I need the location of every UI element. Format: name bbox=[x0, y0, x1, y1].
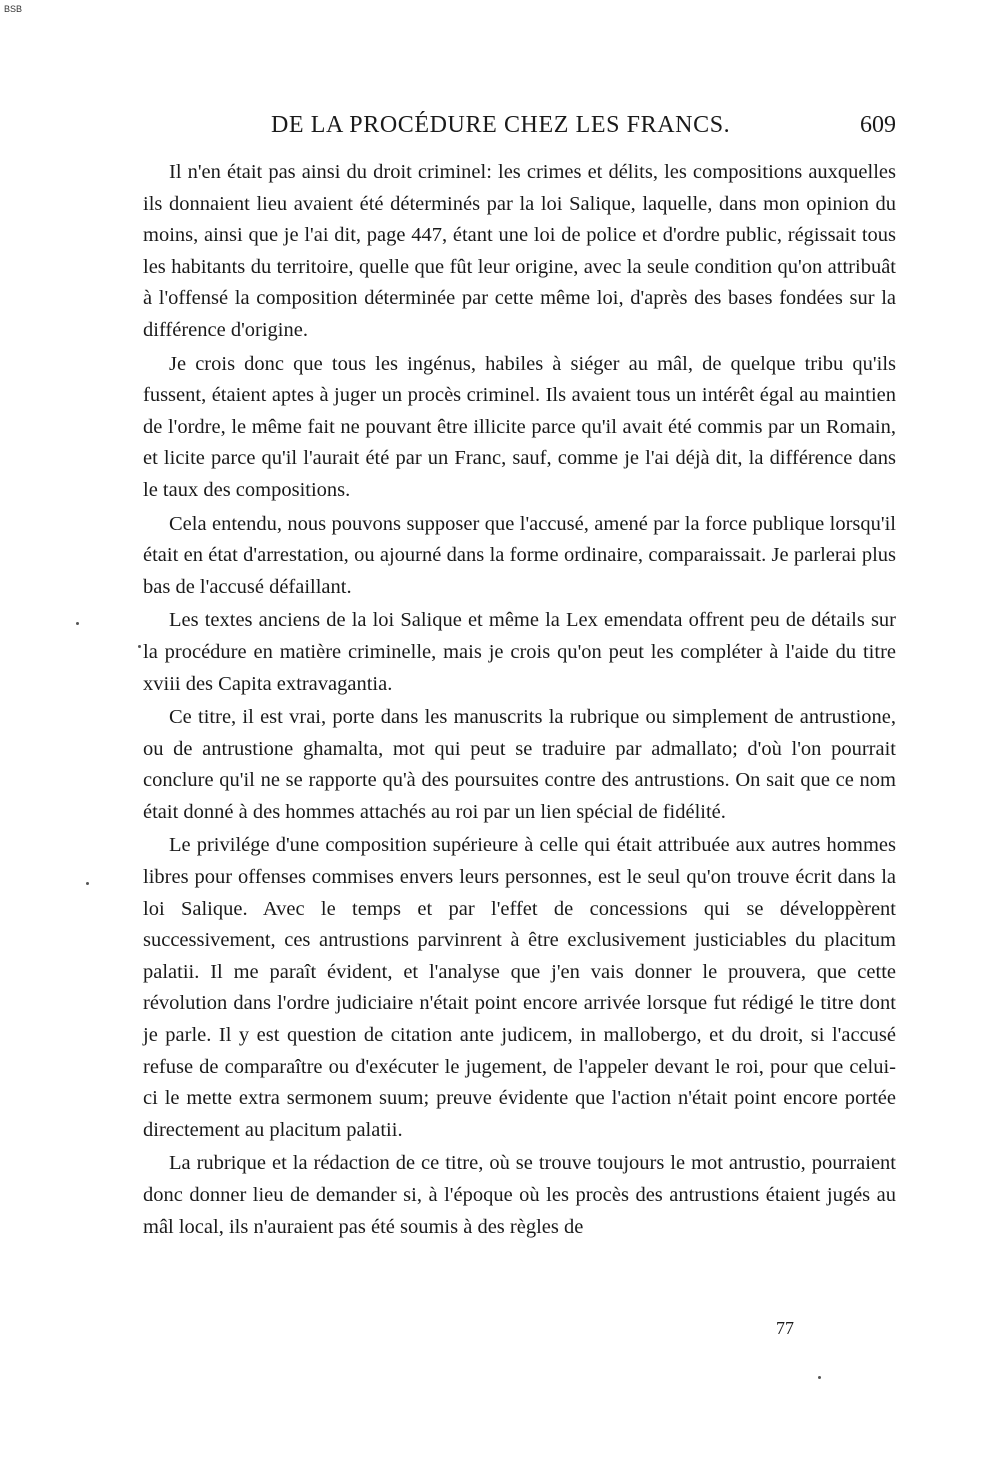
scan-speck bbox=[86, 882, 89, 885]
scan-speck bbox=[138, 645, 141, 648]
signature-mark: 77 bbox=[776, 1318, 794, 1338]
scan-speck bbox=[818, 1376, 821, 1379]
scan-speck bbox=[76, 622, 79, 625]
page-number: 609 bbox=[860, 112, 896, 138]
paragraph: Ce titre, il est vrai, porte dans les manuscrits la rubrique ou simplement de antrustione, ou de antrustione ghamalta, mot qui peut se traduire par admallato; d'où l'on pourrait conclure qu'il ne se rapporte qu'à des poursuites contre des antrustions. On sait que ce nom était donné à des hommes attachés au roi par un lien spécial de fidélité. bbox=[143, 706, 896, 823]
running-title: DE LA PROCÉDURE CHEZ LES FRANCS. bbox=[271, 112, 731, 138]
body-text bbox=[143, 157, 896, 1243]
paragraph: Les textes anciens de la loi Salique et même la Lex emendata offrent peu de détails sur la procédure en matière criminelle, mais je crois qu'on peut les compléter à l'aide du titre xviii des Capita extravagantia. bbox=[143, 609, 896, 695]
paragraph: Cela entendu, nous pouvons supposer que l'accusé, amené par la force publique lorsqu'il était en état d'arrestation, ou ajourné dans la forme ordinaire, comparaissait. Je parlerai plus bas de l'accusé défaillant. bbox=[143, 512, 896, 598]
paragraph: La rubrique et la rédaction de ce titre, où se trouve toujours le mot antrustio, pourraient donc donner lieu de demander si, à l'époque où les procès des antrustions étaient jugés au mâl local, ils n'auraient pas été soumis à des règles de bbox=[143, 1152, 896, 1238]
library-stamp: BSB bbox=[4, 4, 23, 14]
paragraph: Le privilége d'une composition supérieure à celle qui était attribuée aux autres hommes libres pour offenses commises envers leurs personnes, est le seul qu'on trouve écrit dans la loi Salique. Avec le temps et par l'effet de concessions qui se développèrent successivement, ces antrustions parvinrent à être exclusivement justiciables du placitum palatii. Il me paraît évident, et l'analyse que j'en vais donner le prouvera, que cette révolution dans l'ordre judiciaire n'était point encore arrivée lorsque fut rédigé le titre dont je parle. Il y est question de citation ante judicem, in mallobergo, et du droit, si l'accusé refuse de comparaître ou d'exécuter le jugement, de l'appeler devant le roi, pour que celui-ci le mette extra sermonem suum; preuve évidente que l'action n'était point encore portée directement au placitum palatii. bbox=[143, 834, 896, 1141]
paragraph: Je crois donc que tous les ingénus, habiles à siéger au mâl, de quelque tribu qu'ils fussent, étaient aptes à juger un procès criminel. Ils avaient tous un intérêt égal au maintien de l'ordre, le même fait ne pouvant être illicite parce qu'il avait été commis par un Romain, et licite parce qu'il l'aurait été par un Franc, sauf, comme je l'ai déjà dit, la différence dans le taux des compositions. bbox=[143, 352, 896, 501]
running-header bbox=[143, 112, 896, 148]
paragraph: Il n'en était pas ainsi du droit criminel: les crimes et délits, les compositions auxquelles ils donnaient lieu avaient été déterminés par la loi Salique, laquelle, dans mon opinion du moins, ainsi que je l'ai dit, page 447, étant une loi de police et d'ordre public, régissait tous les habitants du territoire, quelle que fût leur origine, avec la seule condition qu'on attribuât à l'offensé la composition déterminée par cette même loi, d'après des bases fondées sur la différence d'origine. bbox=[143, 161, 896, 341]
